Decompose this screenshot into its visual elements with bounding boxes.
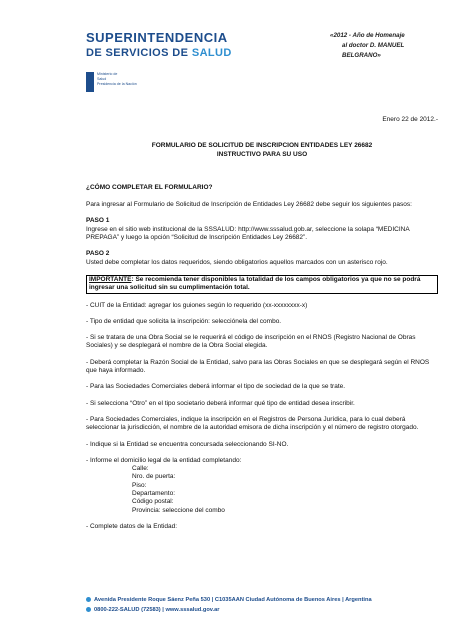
address-fields xyxy=(86,465,438,515)
address-field: Piso: xyxy=(132,481,147,489)
step1-text: Ingrese en el sitio web institucional de la SSSALUD: http://www.sssalud.gob.ar, seleccione la solapa “MEDICINA PREPAGA” y luego la opción “Solicitud de Inscripción Entidades Ley 26682”. xyxy=(86,225,410,242)
address-field: Código postal: xyxy=(132,498,174,506)
step1-title: PASO 1 xyxy=(86,217,110,225)
document-date: Enero 22 de 2012.- xyxy=(382,116,438,123)
logo-subtitle: DE SERVICIOS DE SALUD xyxy=(86,47,232,59)
address-bullet-icon xyxy=(86,597,91,602)
footer-address: Avenida Presidente Roque Sáenz Peña 530 | C1035AAN Ciudad Autónoma de Buenos Aires | Argentina xyxy=(94,597,372,603)
phone-bullet-icon xyxy=(86,607,91,612)
step2-text: Usted debe completar los datos requeridos, siendo obligatorios aquellos marcados con un asterisco rojo. xyxy=(86,258,388,266)
list-item: - Tipo de entidad que solicita la inscripción: selecciónela del combo. xyxy=(86,317,282,325)
list-item: - Si se tratara de una Obra Social se le requerirá el código de inscripción en el RNOS (Registro Nacional de Obras Sociales) y se desplegará el nombre de la Obra Social elegida. xyxy=(86,334,416,350)
ministry-shield-icon xyxy=(86,72,94,92)
address-field: Departamento: xyxy=(132,490,175,498)
list-item: - Si selecciona “Otro” en el tipo societario deberá informar qué tipo de entidad desea inscribir. xyxy=(86,399,355,407)
list-item: - Para Sociedades Comerciales, indique la inscripción en el Registros de Persona Jurídica, para lo cual deberá seleccionar la jurisdicción, el nombre de la autoridad emisora de dicha inscripción y el número de registro otorgado. xyxy=(86,415,419,432)
logo-title: SUPERINTENDENCIA xyxy=(86,30,228,45)
list-item: - CUIT de la Entidad: agregar los guiones según lo requerido (xx-xxxxxxxx-x) xyxy=(86,301,308,309)
address-field: Provincia: seleccione del combo xyxy=(132,506,225,514)
footer xyxy=(86,595,446,615)
address-field: Nro. de puerta: xyxy=(132,473,176,481)
list-item: - Deberá completar la Razón Social de la Entidad, salvo para las Obras Sociales en que se desplegará según el RNOS que haya informado. xyxy=(86,358,430,375)
document-body xyxy=(86,116,438,539)
intro-paragraph: Para ingresar al Formulario de Solicitud de Inscripción de Entidades Ley 26682 debe seguir los siguientes pasos: xyxy=(86,201,412,209)
list-item: - Para las Sociedades Comerciales deberá informar el tipo de sociedad de la que se trate. xyxy=(86,383,346,391)
step2-title: PASO 2 xyxy=(86,250,110,258)
footer-contact: 0800-222-SALUD (72583) | www.sssalud.gov.ar xyxy=(94,607,220,613)
address-field: Calle: xyxy=(132,465,149,473)
list-item: - Indique si la Entidad se encuentra concursada seleccionando SI-NO. xyxy=(86,440,289,448)
year-motto: «2012 - Año de Homenaje al doctor D. MANUEL BELGRANO» xyxy=(330,32,405,59)
ministry-logo: Ministerio de Salud Presidencia de la Nación xyxy=(86,72,146,94)
important-notice: IMPORTANTE: Se recomienda tener disponibles la totalidad de los campos obligatorios ya que no se podrá ingresar una solicitud sin su cumplimentación total. xyxy=(86,275,438,294)
list-item: - Complete datos de la Entidad: xyxy=(86,522,178,530)
letterhead xyxy=(0,0,452,100)
document-title: FORMULARIO DE SOLICITUD DE INSCRIPCION ENTIDADES LEY 26682 INSTRUCTIVO PARA SU USO xyxy=(151,142,373,158)
address-intro: - Informe el domicilio legal de la entidad completando: xyxy=(86,456,242,464)
section-heading: ¿CÓMO COMPLETAR EL FORMULARIO? xyxy=(86,183,213,191)
